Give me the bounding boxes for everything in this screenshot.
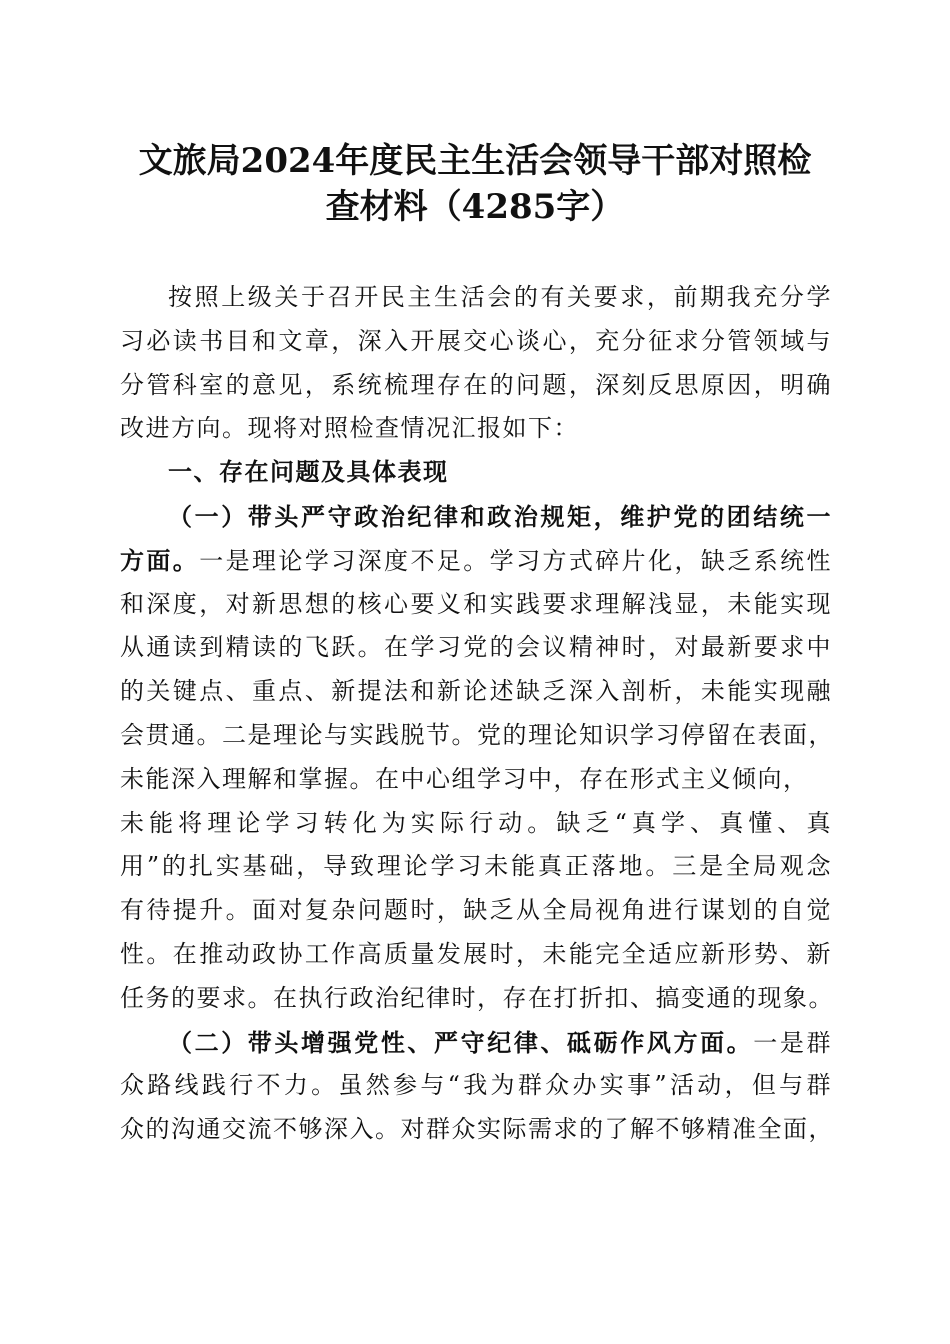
text-line: 用”的扎实基础，导致理论学习未能真正落地。三是全局观念 <box>120 852 832 881</box>
part-one-label-tail: 方面。 <box>120 545 200 575</box>
text-line: 众的沟通交流不够深入。对群众实际需求的了解不够精准全面， <box>120 1115 834 1144</box>
text-line: 众路线践行不力。虽然参与“我为群众办实事”活动，但与群 <box>120 1071 832 1100</box>
text-line <box>120 1021 832 1065</box>
title-line-1: 文旅局2024年度民主生活会领导干部对照检 <box>138 141 812 181</box>
text-line: 分管科室的意见，系统梳理存在的问题，深刻反思原因，明确 <box>120 370 832 399</box>
text-line: 会贯通。二是理论与实践脱节。党的理论知识学习停留在表面， <box>120 720 834 749</box>
text-line: 未能深入理解和掌握。在中心组学习中，存在形式主义倾向， <box>120 764 809 793</box>
document-title <box>90 138 860 230</box>
title-line-2: 查材料（4285字） <box>325 187 625 227</box>
part-one-label: （一）带头严守政治纪律和政治规矩，维护党的团结统一 <box>168 501 832 531</box>
text-fragment: 一是群 <box>753 1028 833 1057</box>
part-two-label: （二）带头增强党性、严守纪律、砥砺作风方面。 <box>168 1027 754 1057</box>
text-line <box>120 539 832 583</box>
text-line: 任务的要求。在执行政治纪律时，存在打折扣、搞变通的现象。 <box>120 983 834 1012</box>
text-fragment: 一是理论学习深度不足。学习方式碎片化，缺乏系统性 <box>199 546 833 575</box>
section-heading: 一、存在问题及具体表现 <box>168 458 449 487</box>
intro-paragraph <box>120 276 832 451</box>
text-line: 未能将理论学习转化为实际行动。缺乏“真学、真懂、真 <box>120 808 832 837</box>
text-line: 习必读书目和文章，深入开展交心谈心，充分征求分管领域与 <box>120 326 832 355</box>
part-two-paragraph <box>120 1021 832 1152</box>
document-body <box>120 276 832 1152</box>
text-line: 性。在推动政协工作高质量发展时，未能完全适应新形势、新 <box>120 939 832 968</box>
text-line: 和深度，对新思想的核心要义和实践要求理解浅显，未能实现 <box>120 589 832 618</box>
text-line: 有待提升。面对复杂问题时，缺乏从全局视角进行谋划的自觉 <box>120 896 832 925</box>
part-one-paragraph <box>120 495 832 1021</box>
text-line: 改进方向。现将对照检查情况汇报如下： <box>120 414 579 443</box>
text-line: 的关键点、重点、新提法和新论述缺乏深入剖析，未能实现融 <box>120 677 832 706</box>
text-line: 从通读到精读的飞跃。在学习党的会议精神时，对最新要求中 <box>120 633 832 662</box>
text-line: 按照上级关于召开民主生活会的有关要求，前期我充分学 <box>168 283 832 311</box>
